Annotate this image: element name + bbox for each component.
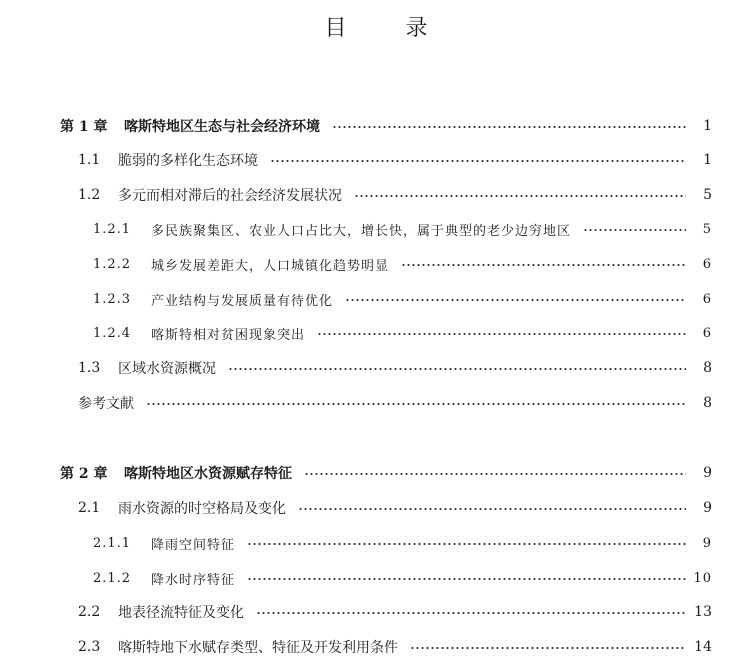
dot-leader (401, 264, 686, 266)
toc-entry-title: 降雨空间特征 (151, 537, 236, 553)
toc-entry-title: 喀斯特地区水资源赋存特征 (124, 466, 292, 482)
toc-entry-1-2[interactable] (78, 183, 712, 207)
dot-leader (270, 160, 686, 162)
toc-entry-page: 10 (693, 570, 712, 586)
toc-entry-2-1[interactable] (78, 496, 712, 520)
toc-entry-2-3[interactable] (78, 635, 712, 659)
toc-entry-title: 脆弱的多样化生态环境 (118, 153, 258, 169)
toc-entry-number: 1.2 (78, 187, 101, 203)
toc-entry-page: 8 (703, 395, 712, 411)
toc-entry-title: 降水时序特征 (151, 572, 236, 588)
toc-entry-page: 8 (703, 360, 712, 376)
dot-leader (345, 299, 686, 301)
toc-entry-number: 2.2 (78, 604, 101, 620)
dot-leader (146, 403, 686, 405)
toc-entry-title: 雨水资源的时空格局及变化 (118, 501, 286, 517)
toc-entry-title: 多元而相对滞后的社会经济发展状况 (118, 188, 342, 204)
toc-entry-title: 喀斯特相对贫困现象突出 (151, 327, 306, 343)
toc-entry-page: 1 (703, 118, 712, 134)
toc-entry-title: 喀斯特地区生态与社会经济环境 (124, 119, 320, 135)
dot-leader (298, 508, 686, 510)
toc-entry-2-2[interactable] (78, 600, 712, 624)
toc-entry-page: 9 (703, 500, 712, 516)
toc-entry-number: 2.3 (78, 639, 101, 655)
toc-entry-references-1[interactable] (78, 391, 712, 415)
toc-entry-title: 多民族聚集区、农业人口占比大，增长快，属于典型的老少边穷地区 (151, 223, 572, 239)
toc-entry-page: 9 (703, 465, 712, 481)
dot-leader (410, 647, 686, 649)
toc-entry-number: 1.2.1 (93, 221, 132, 237)
toc-entry-number: 2.1.2 (93, 570, 132, 586)
toc-entry-number: 2.1.1 (93, 535, 132, 551)
toc-entry-title: 喀斯特地下水赋存类型、特征及开发利用条件 (118, 640, 398, 656)
toc-entry-number: 1.2.3 (93, 291, 132, 307)
toc-entry-title: 区域水资源概况 (118, 361, 216, 377)
dot-leader (247, 543, 686, 545)
toc-entry-number: 1.3 (78, 360, 101, 376)
dot-leader (332, 126, 686, 128)
toc-entry-page: 14 (694, 639, 712, 655)
toc-entry-number: 2.1 (78, 500, 101, 516)
toc-entry-number: 第 1 章 (60, 119, 108, 135)
toc-entry-1-3[interactable] (78, 356, 712, 380)
toc-entry-1-2-1[interactable] (93, 217, 712, 241)
toc-entry-page: 1 (703, 152, 712, 168)
toc-entry-1-1[interactable] (78, 148, 712, 172)
toc-entry-page: 5 (702, 221, 712, 237)
toc-entry-number: 1.1 (78, 152, 101, 168)
toc-entry-page: 5 (703, 187, 712, 203)
toc-entry-number: 1.2.2 (93, 256, 132, 272)
toc-entry-1-2-4[interactable] (93, 321, 712, 345)
toc-entry-1-2-3[interactable] (93, 287, 712, 311)
toc-entry-1-2-2[interactable] (93, 252, 712, 276)
toc-entry-2-1-1[interactable] (93, 531, 712, 555)
dot-leader (304, 473, 686, 475)
toc-entry-number: 1.2.4 (93, 325, 132, 341)
toc-entry-title: 地表径流特征及变化 (118, 605, 244, 621)
dot-leader (228, 368, 686, 370)
dot-leader (247, 578, 686, 580)
page-title: 目 录 (324, 16, 454, 41)
toc-entry-page: 9 (702, 535, 712, 551)
toc-entry-page: 6 (702, 256, 712, 272)
toc-entry-chapter-2[interactable] (60, 461, 712, 485)
dot-leader (583, 229, 686, 231)
toc-entry-chapter-1[interactable] (60, 114, 712, 138)
toc-entry-title: 参考文献 (78, 396, 134, 412)
toc-entry-title: 城乡发展差距大，人口城镇化趋势明显 (151, 258, 390, 274)
dot-leader (354, 195, 686, 197)
toc-entry-page: 6 (702, 325, 712, 341)
dot-leader (256, 612, 686, 614)
toc-entry-2-1-2[interactable] (93, 566, 712, 590)
toc-entry-page: 6 (702, 291, 712, 307)
toc-entry-number: 第 2 章 (60, 466, 108, 482)
toc-entry-title: 产业结构与发展质量有待优化 (151, 293, 334, 309)
toc-entry-page: 13 (694, 604, 712, 620)
dot-leader (317, 333, 686, 335)
